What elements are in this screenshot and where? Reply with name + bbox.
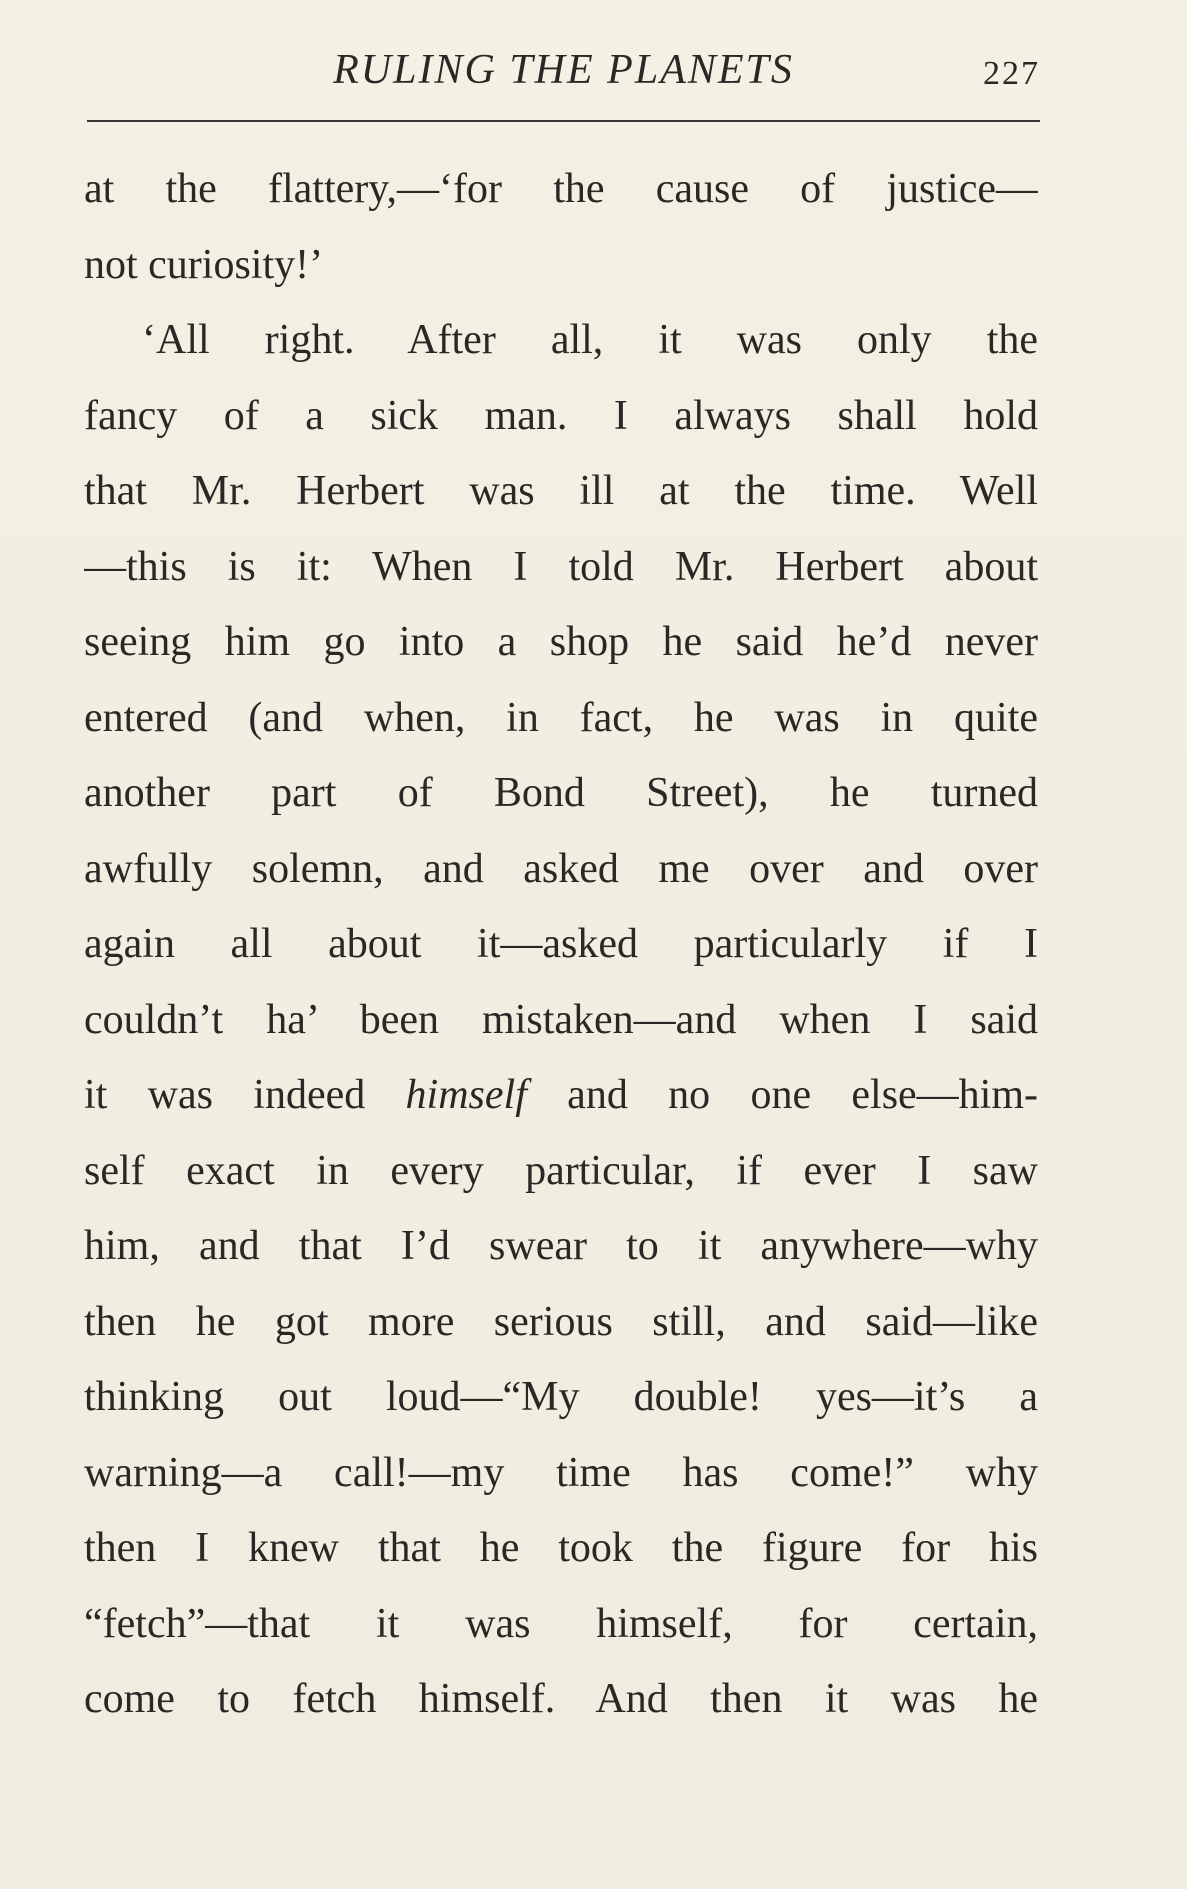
text-line: —this is it: When I told Mr. Herbert about — [84, 543, 1038, 590]
text-line: entered (and when, in fact, he was in quite — [84, 694, 1038, 741]
text-line: couldn’t ha’ been mistaken—and when I said — [84, 996, 1038, 1043]
line-text: it was indeed — [84, 1072, 406, 1118]
italic-word: himself — [405, 1072, 527, 1118]
text-line: that Mr. Herbert was ill at the time. Well — [84, 468, 1038, 514]
text-line: self exact in every particular, if ever I saw — [84, 1147, 1038, 1194]
text-line: warning—a call!—my time has come!” why — [84, 1449, 1038, 1496]
text-line: then I knew that he took the figure for his — [84, 1525, 1038, 1571]
text-line: not curiosity!’ — [84, 241, 324, 288]
text-line — [84, 1058, 1038, 1134]
page-number: 227 — [983, 55, 1040, 92]
text-line: him, and that I’d swear to it anywhere—why — [84, 1223, 1038, 1269]
text-line: fancy of a sick man. I always shall hold — [84, 392, 1038, 439]
text-line: awfully solemn, and asked me over and over — [84, 845, 1038, 892]
text-line: “fetch”—that it was himself, for certain, — [84, 1600, 1038, 1647]
line-text: and no one else—him- — [526, 1072, 1038, 1118]
running-head — [87, 40, 1040, 100]
text-line: then he got more serious still, and said—like — [84, 1298, 1038, 1345]
running-title: RULING THE PLANETS — [333, 47, 794, 93]
text-line: ‘All right. After all, it was only the — [142, 317, 1038, 363]
text-line: again all about it—asked particularly if I — [84, 921, 1038, 967]
text-line: at the flattery,—‘for the cause of justice— — [84, 166, 1038, 212]
text-line: seeing him go into a shop he said he’d never — [84, 619, 1038, 665]
text-line: another part of Bond Street), he turned — [84, 770, 1038, 816]
text-line: thinking out loud—“My double! yes—it’s a — [84, 1374, 1038, 1420]
header-rule — [87, 120, 1040, 122]
body-text — [84, 152, 1038, 1738]
text-line: come to fetch himself. And then it was he — [84, 1676, 1038, 1722]
